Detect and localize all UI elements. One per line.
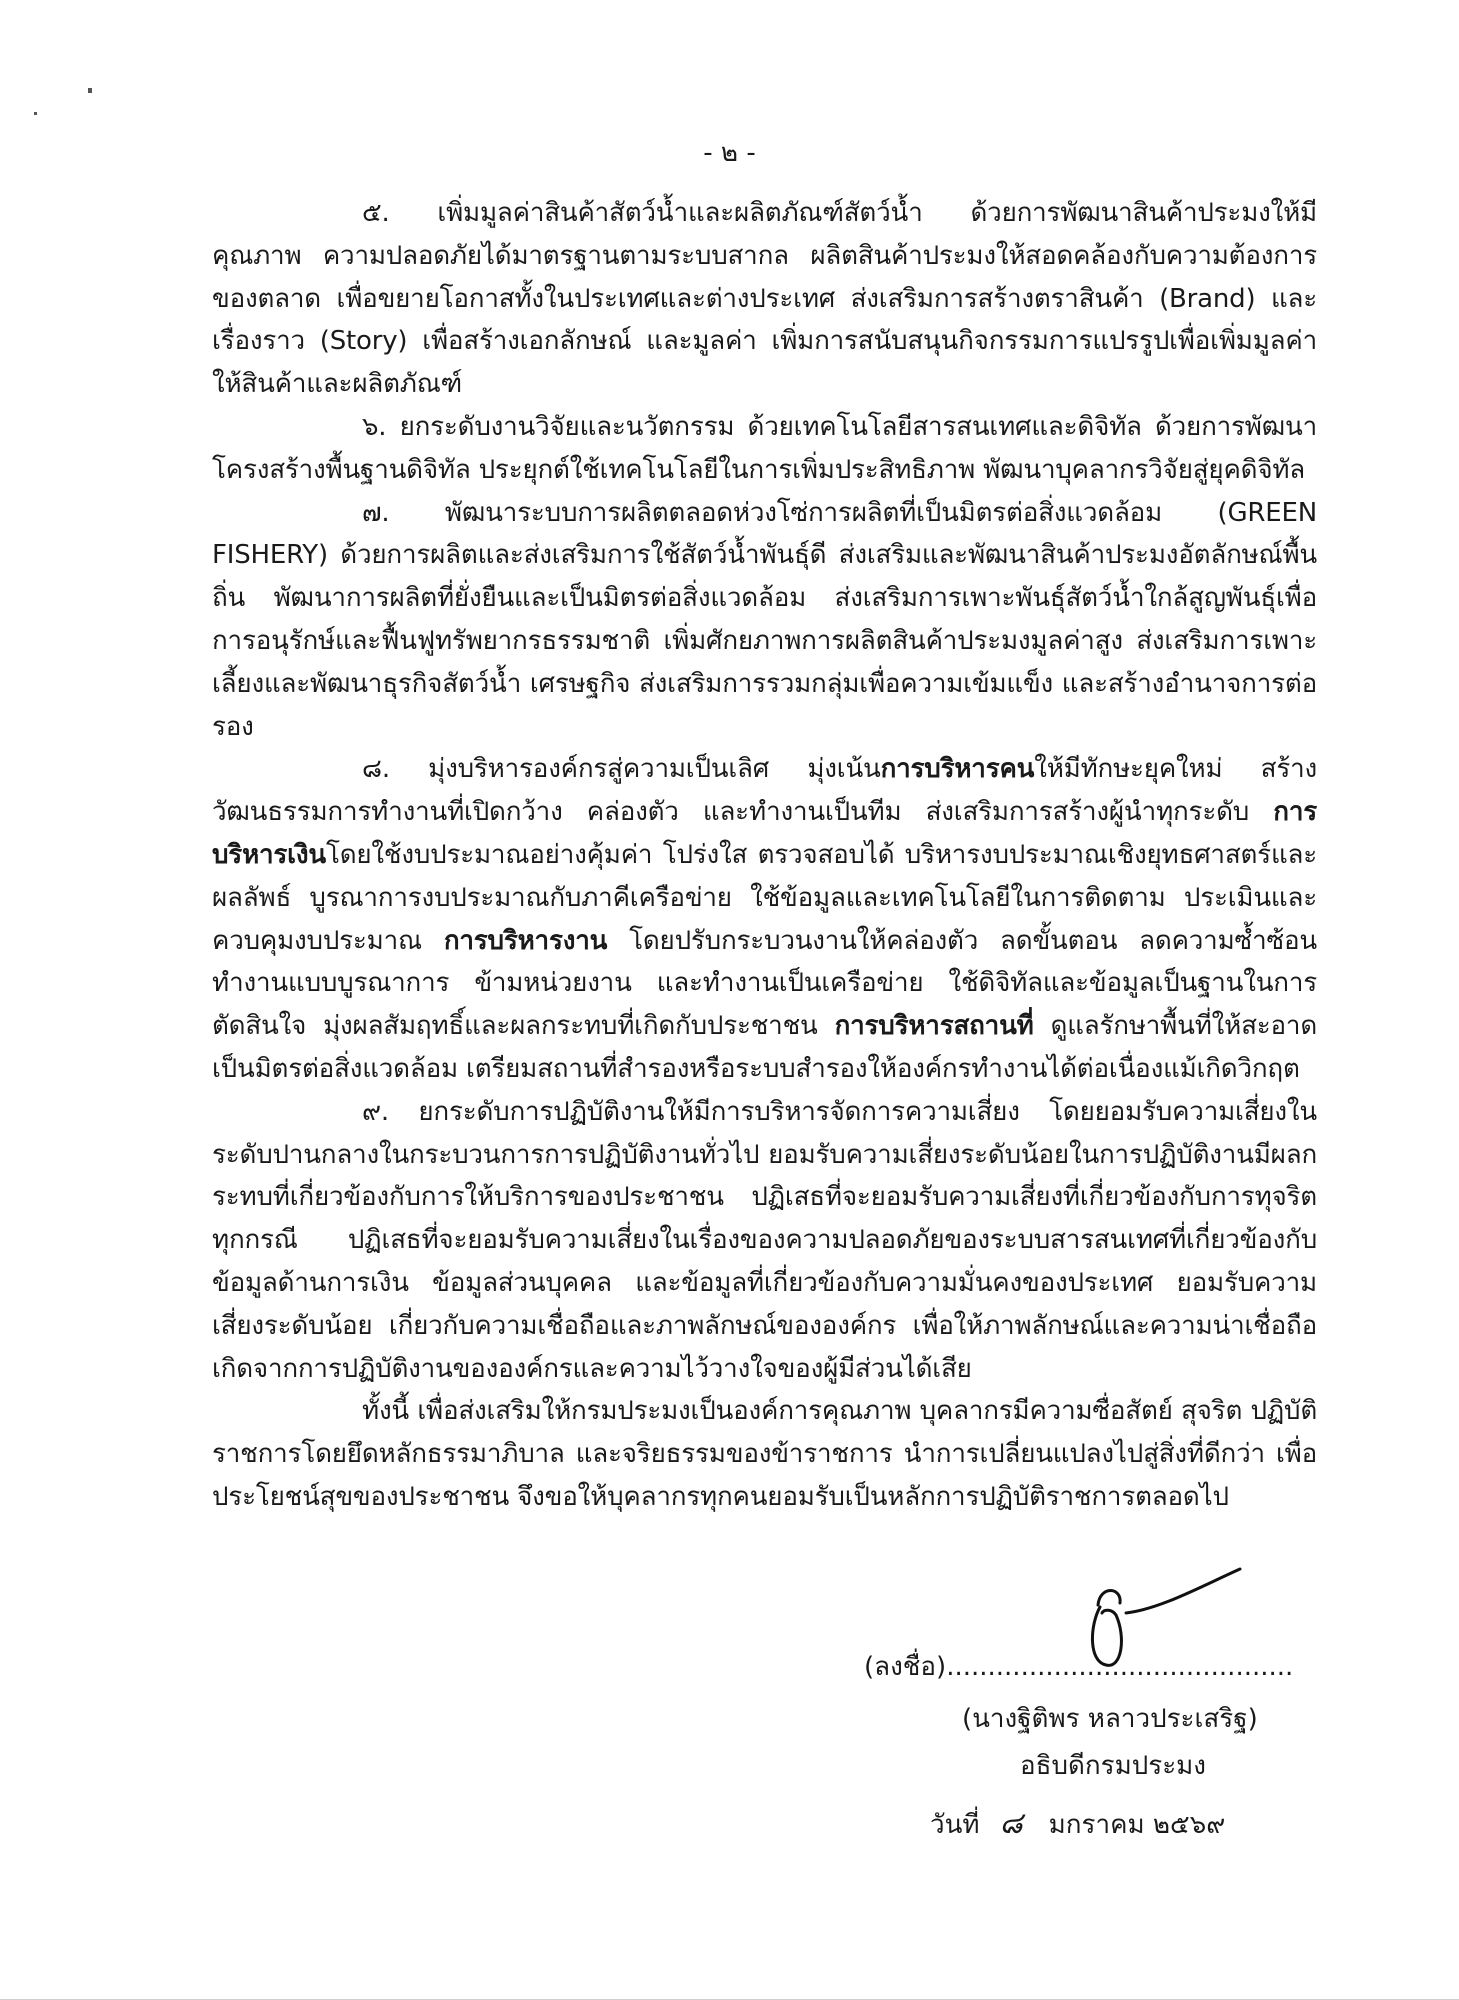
paragraph-closing: ทั้งนี้ เพื่อส่งเสริมให้กรมประมงเป็นองค์การคุณภาพ บุคลากรมีความซื่อสัตย์ สุจริต ปฏิบัติราชการโดยยึดหลักธรรมาภิบาล และจริยธรรมของข้าราชการ นำการเปลี่ยนแปลงไปสู่สิ่งที่ดีกว่า เพื่อประโยชน์สุขของประชาชน จึงขอให้บุคลากรทุกคนยอมรับเป็นหลักการปฏิบัติราชการตลอดไป (212, 1396, 1317, 1512)
signer-name: (นางฐิติพร หลาวประเสริฐ) (962, 1704, 1258, 1734)
signature-label: (ลงชื่อ) (864, 1652, 947, 1682)
signature-line (864, 1646, 1293, 1687)
paragraph-6: ๖. ยกระดับงานวิจัยและนวัตกรรม ด้วยเทคโนโลยีสารสนเทศและดิจิทัล ด้วยการพัฒนาโครงสร้างพื้นฐานดิจิทัล ประยุกต์ใช้เทคโนโลยีในการเพิ่มประสิทธิภาพ พัฒนาบุคลากรวิจัยสู่ยุคดิจิทัล (212, 411, 1317, 485)
paragraph-8-bold-finance: การบริหารเงิน (212, 797, 1317, 870)
date-line (930, 1800, 1225, 1847)
paragraph-8-bold-people: การบริหารคน (880, 754, 1035, 785)
paragraph-8-text-2: ให้มีทักษะยุคใหม่ สร้างวัฒนธรรมการทำงานที่เปิดกว้าง คล่องตัว และทำงานเป็นทีม ส่งเสริมการสร้างผู้นำทุกระดับ (212, 754, 1317, 828)
scan-speck (88, 88, 92, 93)
paragraph-8-bold-work: การบริหารงาน (443, 925, 608, 956)
paragraph-8-text-5: ดูแลรักษาพื้นที่ให้สะอาด เป็นมิตรต่อสิ่งแวดล้อม เตรียมสถานที่สำรองหรือระบบสำรองให้องค์กรทำงานได้ต่อเนื่องแม้เกิดวิกฤต (212, 1011, 1317, 1084)
page-number: - ๒ - (703, 138, 756, 168)
signature-dots: .......................................... (946, 1652, 1294, 1682)
paragraph-7: ๗. พัฒนาระบบการผลิตตลอดห่วงโซ่การผลิตที่เป็นมิตรต่อสิ่งแวดล้อม (GREEN FISHERY) ด้วยการผลิตและส่งเสริมการใช้สัตว์น้ำพันธุ์ดี ส่งเสริมและพัฒนาสินค้าประมงอัตลักษณ์พื้นถิ่น พัฒนาการผลิตที่ยั่งยืนและเป็นมิตรต่อสิ่งแวดล้อม ส่งเสริมการเพาะพันธุ์สัตว์น้ำใกล้สูญพันธุ์เพื่อการอนุรักษ์และฟื้นฟูทรัพยากรธรรมชาติ เพิ่มศักยภาพการผลิตสินค้าประมงมูลค่าสูง ส่งเสริมการเพาะเลี้ยงและพัฒนาธุรกิจสัตว์น้ำ เศรษฐกิจ ส่งเสริมการรวมกลุ่มเพื่อความเข้มแข็ง และสร้างอำนาจการต่อรอง (212, 497, 1317, 742)
paragraph-8-text-1: ๘. มุ่งบริหารองค์กรสู่ความเป็นเลิศ มุ่งเน้น (362, 754, 881, 785)
scan-speck (34, 112, 37, 115)
date-label: วันที่ (930, 1810, 980, 1840)
paragraph-8-text-3: โดยใช้งบประมาณอย่างคุ้มค่า โปร่งใส ตรวจสอบได้ บริหารงบประมาณเชิงยุทธศาสตร์และผลลัพธ์ บูรณาการงบประมาณกับภาคีเครือข่าย ใช้ข้อมูลและเทคโนโลยีในการติดตาม ประเมินและควบคุมงบประมาณ (212, 839, 1317, 956)
signer-title: อธิบดีกรมประมง (1020, 1751, 1206, 1781)
paragraph-8-text-4: โดยปรับกระบวนงานให้คล่องตัว ลดขั้นตอน ลดความซ้ำซ้อน ทำงานแบบบูรณาการ ข้ามหน่วยงาน และทำงานเป็นเครือข่าย ใช้ดิจิทัลและข้อมูลเป็นฐานในการตัดสินใจ มุ่งผลสัมฤทธิ์และผลกระทบที่เกิดกับประชาชน (212, 925, 1317, 1042)
paragraph-5: ๕. เพิ่มมูลค่าสินค้าสัตว์น้ำและผลิตภัณฑ์สัตว์น้ำ ด้วยการพัฒนาสินค้าประมงให้มีคุณภาพ ความปลอดภัยได้มาตรฐานตามระบบสากล ผลิตสินค้าประมงให้สอดคล้องกับความต้องการของตลาด เพื่อขยายโอกาสทั้งในประเทศและต่างประเทศ ส่งเสริมการสร้างตราสินค้า (Brand) และเรื่องราว (Story) เพื่อสร้างเอกลักษณ์ และมูลค่า เพิ่มการสนับสนุนกิจกรรมการแปรรูปเพื่อเพิ่มมูลค่าให้สินค้าและผลิตภัณฑ์ (212, 198, 1317, 400)
paragraph-9: ๙. ยกระดับการปฏิบัติงานให้มีการบริหารจัดการความเสี่ยง โดยยอมรับความเสี่ยงในระดับปานกลางในกระบวนการการปฏิบัติงานทั่วไป ยอมรับความเสี่ยงระดับน้อยในการปฏิบัติงานมีผลกระทบที่เกี่ยวข้องกับการให้บริการของประชาชน ปฏิเสธที่จะยอมรับความเสี่ยงที่เกี่ยวข้องกับการทุจริตทุกกรณี ปฏิเสธที่จะยอมรับความเสี่ยงในเรื่องของความปลอดภัยของระบบสารสนเทศที่เกี่ยวข้องกับข้อมูลด้านการเงิน ข้อมูลส่วนบุคคล และข้อมูลที่เกี่ยวข้องกับความมั่นคงของประเทศ ยอมรับความเสี่ยงระดับน้อย เกี่ยวกับความเชื่อถือและภาพลักษณ์ขององค์กร เพื่อให้ภาพลักษณ์และความน่าเชื่อถือเกิดจากการปฏิบัติงานขององค์กรและความไว้วางใจของผู้มีส่วนได้เสีย (212, 1096, 1317, 1384)
paragraph-8-bold-place: การบริหารสถานที่ (834, 1011, 1034, 1042)
document-body (212, 192, 1317, 1519)
date-month-year: มกราคม ๒๕๖๙ (1048, 1810, 1226, 1840)
date-day: ๘ (999, 1806, 1023, 1841)
paragraph-8 (212, 748, 1317, 1090)
